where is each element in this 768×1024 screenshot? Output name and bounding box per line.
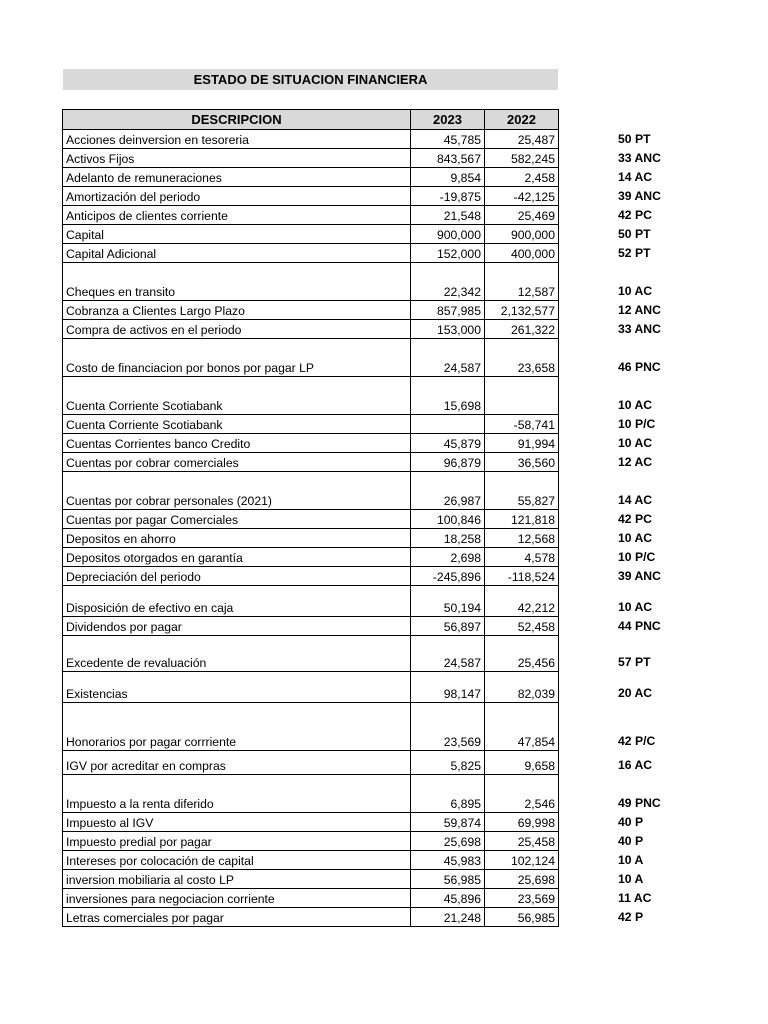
row-description: Depositos en ahorro bbox=[63, 529, 411, 548]
row-description: Dividendos por pagar bbox=[63, 617, 411, 636]
row-value-2023: -19,875 bbox=[411, 187, 485, 206]
row-value-2023: 15,698 bbox=[411, 377, 485, 415]
account-code: 12 ANC bbox=[618, 302, 661, 317]
table-row bbox=[63, 263, 559, 301]
row-value-2022: 23,569 bbox=[485, 889, 559, 908]
table-row bbox=[63, 187, 559, 206]
row-value-2022: 23,658 bbox=[485, 339, 559, 377]
account-code: 39 ANC bbox=[618, 188, 661, 203]
row-value-2022 bbox=[485, 377, 559, 415]
row-value-2023: -245,896 bbox=[411, 567, 485, 586]
row-value-2023: 98,147 bbox=[411, 672, 485, 703]
row-value-2022: 12,568 bbox=[485, 529, 559, 548]
row-description: Cuentas por cobrar comerciales bbox=[63, 453, 411, 472]
row-value-2022: 25,487 bbox=[485, 130, 559, 149]
account-code: 33 ANC bbox=[618, 150, 661, 165]
account-code: 46 PNC bbox=[618, 359, 661, 374]
table-row bbox=[63, 617, 559, 636]
table-row bbox=[63, 510, 559, 529]
header-description: DESCRIPCION bbox=[63, 110, 411, 130]
row-value-2023: 50,194 bbox=[411, 586, 485, 617]
row-value-2022: 2,458 bbox=[485, 168, 559, 187]
row-value-2022: 91,994 bbox=[485, 434, 559, 453]
row-value-2023: 56,985 bbox=[411, 870, 485, 889]
row-description: inversiones para negociacion corriente bbox=[63, 889, 411, 908]
account-code: 52 PT bbox=[618, 245, 651, 260]
row-value-2022: 52,458 bbox=[485, 617, 559, 636]
row-value-2023: 25,698 bbox=[411, 832, 485, 851]
table-row bbox=[63, 301, 559, 320]
table-row bbox=[63, 339, 559, 377]
row-value-2022: 102,124 bbox=[485, 851, 559, 870]
row-value-2022: 2,546 bbox=[485, 775, 559, 813]
financial-table bbox=[62, 109, 559, 927]
account-code: 10 AC bbox=[618, 599, 653, 614]
row-description: Amortización del periodo bbox=[63, 187, 411, 206]
row-value-2023: 26,987 bbox=[411, 472, 485, 510]
row-value-2022: 25,458 bbox=[485, 832, 559, 851]
row-description: Intereses por colocación de capital bbox=[63, 851, 411, 870]
table-row bbox=[63, 889, 559, 908]
row-value-2022: 121,818 bbox=[485, 510, 559, 529]
table-row bbox=[63, 130, 559, 149]
row-value-2023: 45,785 bbox=[411, 130, 485, 149]
row-value-2022: 9,658 bbox=[485, 751, 559, 775]
row-description: Capital bbox=[63, 225, 411, 244]
account-code: 50 PT bbox=[618, 226, 651, 241]
row-value-2023: 96,879 bbox=[411, 453, 485, 472]
table-row bbox=[63, 168, 559, 187]
row-description: Cuenta Corriente Scotiabank bbox=[63, 377, 411, 415]
row-value-2023: 5,825 bbox=[411, 751, 485, 775]
row-value-2023: 100,846 bbox=[411, 510, 485, 529]
row-value-2022: 12,587 bbox=[485, 263, 559, 301]
account-code: 20 AC bbox=[618, 685, 653, 700]
header-year-2022: 2022 bbox=[485, 110, 559, 130]
row-value-2022: -118,524 bbox=[485, 567, 559, 586]
row-value-2022: 582,245 bbox=[485, 149, 559, 168]
row-value-2022: 25,456 bbox=[485, 636, 559, 672]
account-code: 10 A bbox=[618, 871, 644, 886]
table-row bbox=[63, 453, 559, 472]
table-row bbox=[63, 415, 559, 434]
row-value-2023: 24,587 bbox=[411, 339, 485, 377]
account-code: 16 AC bbox=[618, 757, 653, 772]
row-value-2023: 45,896 bbox=[411, 889, 485, 908]
row-value-2023: 843,567 bbox=[411, 149, 485, 168]
row-value-2023: 59,874 bbox=[411, 813, 485, 832]
row-description: Cuentas por pagar Comerciales bbox=[63, 510, 411, 529]
row-value-2023: 2,698 bbox=[411, 548, 485, 567]
account-code: 10 AC bbox=[618, 435, 653, 450]
row-value-2023: 900,000 bbox=[411, 225, 485, 244]
row-description: inversion mobiliaria al costo LP bbox=[63, 870, 411, 889]
account-code: 33 ANC bbox=[618, 321, 661, 336]
row-description: Costo de financiacion por bonos por pagar LP bbox=[63, 339, 411, 377]
row-value-2022: 55,827 bbox=[485, 472, 559, 510]
row-value-2022: 47,854 bbox=[485, 703, 559, 751]
account-code: 49 PNC bbox=[618, 795, 661, 810]
row-description: Excedente de revaluación bbox=[63, 636, 411, 672]
row-value-2023: 6,895 bbox=[411, 775, 485, 813]
row-description: Depositos otorgados en garantía bbox=[63, 548, 411, 567]
table-row bbox=[63, 472, 559, 510]
row-value-2022: 25,469 bbox=[485, 206, 559, 225]
row-description: Activos Fijos bbox=[63, 149, 411, 168]
table-row bbox=[63, 244, 559, 263]
table-row bbox=[63, 751, 559, 775]
row-value-2023: 153,000 bbox=[411, 320, 485, 339]
table-row bbox=[63, 813, 559, 832]
account-code: 42 PC bbox=[618, 207, 652, 222]
table-row bbox=[63, 548, 559, 567]
row-value-2023: 24,587 bbox=[411, 636, 485, 672]
table-row bbox=[63, 870, 559, 889]
account-code: 42 PC bbox=[618, 511, 652, 526]
account-code: 10 AC bbox=[618, 530, 653, 545]
row-value-2023: 18,258 bbox=[411, 529, 485, 548]
row-description: Disposición de efectivo en caja bbox=[63, 586, 411, 617]
row-value-2022: 69,998 bbox=[485, 813, 559, 832]
table-row bbox=[63, 225, 559, 244]
row-value-2023: 23,569 bbox=[411, 703, 485, 751]
row-description: Existencias bbox=[63, 672, 411, 703]
row-value-2023: 857,985 bbox=[411, 301, 485, 320]
table-row bbox=[63, 908, 559, 927]
account-code: 44 PNC bbox=[618, 618, 661, 633]
account-code: 11 AC bbox=[618, 890, 652, 905]
table-row bbox=[63, 775, 559, 813]
row-description: Acciones deinversion en tesoreria bbox=[63, 130, 411, 149]
account-code: 42 P/C bbox=[618, 733, 656, 748]
table-row bbox=[63, 672, 559, 703]
row-description: Impuesto al IGV bbox=[63, 813, 411, 832]
row-value-2022: 4,578 bbox=[485, 548, 559, 567]
row-value-2023: 9,854 bbox=[411, 168, 485, 187]
row-description: Cuenta Corriente Scotiabank bbox=[63, 415, 411, 434]
row-description: Anticipos de clientes corriente bbox=[63, 206, 411, 225]
row-description: Cuentas Corrientes banco Credito bbox=[63, 434, 411, 453]
row-value-2022: 36,560 bbox=[485, 453, 559, 472]
account-code: 14 AC bbox=[618, 169, 653, 184]
row-description: Letras comerciales por pagar bbox=[63, 908, 411, 927]
row-value-2023: 21,248 bbox=[411, 908, 485, 927]
row-description: Impuesto a la renta diferido bbox=[63, 775, 411, 813]
account-code: 10 P/C bbox=[618, 549, 656, 564]
row-value-2023 bbox=[411, 415, 485, 434]
account-code: 42 P bbox=[618, 909, 644, 924]
row-description: Cuentas por cobrar personales (2021) bbox=[63, 472, 411, 510]
row-description: Cobranza a Clientes Largo Plazo bbox=[63, 301, 411, 320]
header-year-2023: 2023 bbox=[411, 110, 485, 130]
row-description: Capital Adicional bbox=[63, 244, 411, 263]
row-description: Depreciación del periodo bbox=[63, 567, 411, 586]
row-value-2023: 45,879 bbox=[411, 434, 485, 453]
table-row bbox=[63, 320, 559, 339]
account-code: 57 PT bbox=[618, 654, 651, 669]
table-row bbox=[63, 636, 559, 672]
account-code: 40 P bbox=[618, 833, 644, 848]
row-value-2022: 82,039 bbox=[485, 672, 559, 703]
account-code: 50 PT bbox=[618, 131, 651, 146]
table-row bbox=[63, 377, 559, 415]
row-value-2023: 45,983 bbox=[411, 851, 485, 870]
table-row bbox=[63, 832, 559, 851]
row-value-2022: -42,125 bbox=[485, 187, 559, 206]
table-row bbox=[63, 149, 559, 168]
row-description: Adelanto de remuneraciones bbox=[63, 168, 411, 187]
table-row bbox=[63, 851, 559, 870]
row-value-2022: 900,000 bbox=[485, 225, 559, 244]
row-description: Honorarios por pagar corrriente bbox=[63, 703, 411, 751]
row-value-2022: 400,000 bbox=[485, 244, 559, 263]
account-code: 10 AC bbox=[618, 397, 653, 412]
row-value-2023: 22,342 bbox=[411, 263, 485, 301]
row-value-2022: 2,132,577 bbox=[485, 301, 559, 320]
row-value-2022: 25,698 bbox=[485, 870, 559, 889]
account-code: 10 AC bbox=[618, 283, 653, 298]
table-row bbox=[63, 206, 559, 225]
row-description: IGV por acreditar en compras bbox=[63, 751, 411, 775]
table-row bbox=[63, 529, 559, 548]
report-title: ESTADO DE SITUACION FINANCIERA bbox=[63, 69, 558, 90]
row-value-2023: 152,000 bbox=[411, 244, 485, 263]
row-value-2022: -58,741 bbox=[485, 415, 559, 434]
row-value-2022: 56,985 bbox=[485, 908, 559, 927]
row-description: Cheques en transito bbox=[63, 263, 411, 301]
account-code: 14 AC bbox=[618, 492, 653, 507]
table-row bbox=[63, 567, 559, 586]
account-code: 10 P/C bbox=[618, 416, 656, 431]
row-value-2023: 21,548 bbox=[411, 206, 485, 225]
table-row bbox=[63, 586, 559, 617]
account-code: 12 AC bbox=[618, 454, 653, 469]
table-row bbox=[63, 703, 559, 751]
row-description: Compra de activos en el periodo bbox=[63, 320, 411, 339]
row-value-2022: 261,322 bbox=[485, 320, 559, 339]
account-code: 40 P bbox=[618, 814, 644, 829]
table-row bbox=[63, 434, 559, 453]
account-code: 10 A bbox=[618, 852, 644, 867]
row-value-2022: 42,212 bbox=[485, 586, 559, 617]
table-header-row bbox=[63, 110, 559, 130]
account-code: 39 ANC bbox=[618, 568, 661, 583]
row-description: Impuesto predial por pagar bbox=[63, 832, 411, 851]
row-value-2023: 56,897 bbox=[411, 617, 485, 636]
